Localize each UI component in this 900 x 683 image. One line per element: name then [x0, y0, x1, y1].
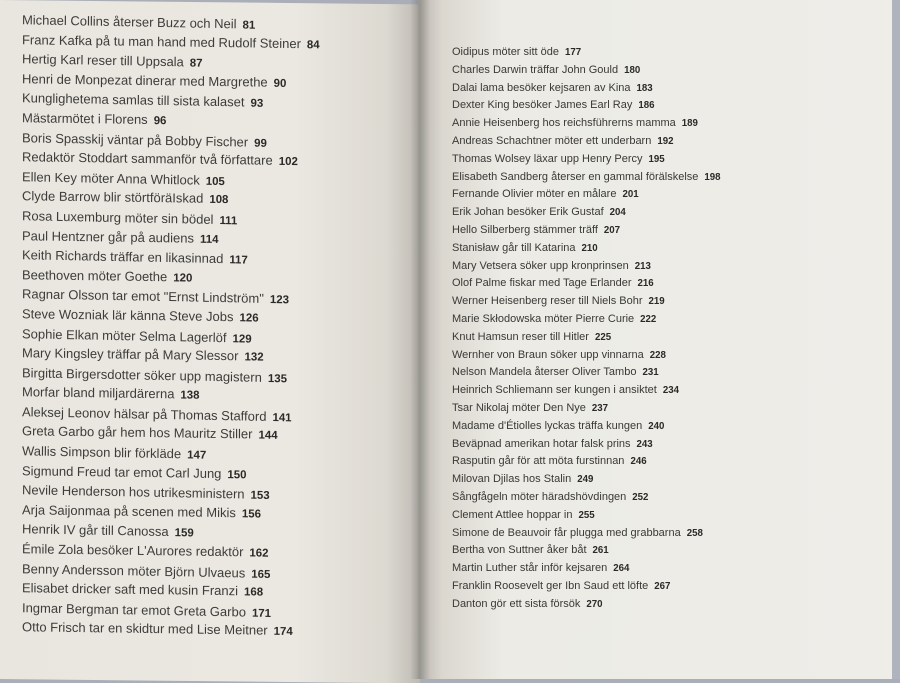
entry-title: Dexter King besöker James Earl Ray — [452, 99, 633, 112]
entry-page-number: 249 — [577, 474, 594, 486]
toc-entry — [452, 275, 721, 293]
entry-page-number: 210 — [581, 242, 598, 254]
entry-page-number: 201 — [622, 189, 639, 201]
entry-title: Marie Skłodowska möter Pierre Curie — [452, 312, 635, 325]
entry-page-number: 102 — [278, 155, 298, 169]
entry-title: Madame d'Étiolles lyckas träffa kungen — [452, 419, 643, 432]
entry-title: Mary Kingsley träffar på Mary Slessor — [21, 345, 239, 364]
toc-entry — [452, 596, 721, 614]
entry-title: Olof Palme fiskar med Tage Erlander — [452, 277, 632, 290]
entry-title: Émile Zola besöker L'Aurores redaktör — [21, 541, 244, 560]
entry-title: Ingmar Bergman tar emot Greta Garbo — [21, 600, 247, 620]
entry-title: Henri de Monpezat dinerar med Margrethe — [21, 71, 268, 90]
entry-page-number: 138 — [180, 389, 200, 402]
entry-page-number: 126 — [239, 312, 259, 325]
toc-entry — [452, 382, 721, 400]
entry-title: Birgitta Birgersdotter söker upp magistern — [21, 364, 262, 385]
entry-title: Hello Silberberg stämmer träff — [452, 223, 598, 236]
entry-page-number: 162 — [249, 547, 269, 560]
entry-title: Heinrich Schliemann ser kungen i ansiktet — [452, 384, 657, 397]
entry-title: Mary Vetsera söker upp kronprinsen — [452, 259, 629, 272]
left-page — [0, 0, 420, 683]
toc-entry — [452, 400, 721, 418]
entry-title: Tsar Nikolaj möter Den Nye — [452, 401, 586, 414]
toc-entry — [452, 204, 721, 222]
entry-title: Paul Hentzner går på audiens — [21, 227, 195, 246]
entry-title: Werner Heisenberg reser till Niels Bohr — [452, 295, 643, 308]
entry-title: Arja Saijonmaa på scenen med Mikis — [21, 502, 236, 521]
toc-entry — [452, 578, 721, 596]
entry-page-number: 144 — [258, 430, 278, 443]
toc-entry — [452, 169, 721, 187]
toc-entry — [452, 44, 721, 62]
entry-page-number: 87 — [189, 57, 203, 70]
toc-entry — [452, 542, 721, 560]
toc-list-right — [452, 44, 721, 614]
entry-page-number: 105 — [205, 175, 225, 188]
entry-title: Andreas Schachtner möter ett underbarn — [452, 134, 652, 147]
entry-title: Michael Collins återser Buzz och Neil — [21, 12, 237, 32]
entry-page-number: 156 — [241, 508, 261, 521]
entry-page-number: 132 — [244, 351, 264, 364]
toc-entry — [452, 489, 721, 507]
entry-title: Sigmund Freud tar emot Carl Jung — [21, 462, 222, 481]
entry-page-number: 183 — [636, 82, 653, 94]
toc-entry — [452, 293, 721, 311]
entry-page-number: 216 — [637, 278, 654, 290]
entry-page-number: 99 — [254, 137, 267, 150]
entry-page-number: 165 — [251, 568, 271, 581]
entry-title: Sophie Elkan möter Selma Lagerlöf — [21, 325, 227, 345]
entry-page-number: 141 — [272, 411, 292, 425]
entry-title: Otto Frisch tar en skidtur med Lise Meitner — [21, 619, 268, 639]
toc-entry — [452, 560, 721, 578]
entry-title: Boris Spasskij väntar på Bobby Fischer — [21, 129, 249, 150]
entry-page-number: 198 — [704, 171, 721, 183]
entry-title: Oidipus möter sitt öde — [452, 46, 559, 58]
entry-page-number: 123 — [269, 294, 290, 307]
entry-title: Erik Johan besöker Erik Gustaf — [452, 206, 604, 219]
entry-title: Stanisław går till Katarina — [452, 241, 576, 254]
entry-page-number: 270 — [586, 598, 603, 610]
toc-entry — [22, 618, 320, 642]
toc-entry — [452, 436, 721, 454]
toc-entry — [452, 222, 721, 240]
entry-title: Elisabeth Sandberg återser en gammal förälskelse — [452, 170, 699, 183]
entry-page-number: 261 — [592, 545, 609, 557]
entry-page-number: 171 — [251, 607, 272, 620]
entry-page-number: 213 — [634, 260, 651, 272]
entry-page-number: 81 — [242, 19, 256, 32]
entry-title: Aleksej Leonov hälsar på Thomas Stafford — [21, 404, 267, 424]
entry-page-number: 243 — [636, 438, 653, 450]
entry-title: Dalai lama besöker kejsaren av Kina — [452, 81, 631, 94]
entry-title: Beethoven möter Goethe — [21, 266, 168, 284]
toc-entry — [452, 186, 721, 204]
toc-entry — [452, 329, 721, 347]
entry-page-number: 237 — [591, 402, 609, 414]
entry-page-number: 117 — [229, 254, 248, 267]
entry-title: Benny Andersson möter Björn Ulvaeus — [21, 560, 246, 581]
entry-page-number: 129 — [232, 332, 252, 346]
entry-page-number: 159 — [174, 527, 194, 540]
entry-page-number: 222 — [640, 313, 657, 325]
entry-page-number: 177 — [565, 47, 582, 58]
toc-entry — [452, 258, 721, 276]
entry-page-number: 84 — [306, 38, 320, 51]
entry-title: Hertig Karl reser till Uppsala — [21, 51, 184, 70]
entry-page-number: 264 — [613, 563, 630, 575]
entry-page-number: 93 — [250, 97, 264, 111]
entry-page-number: 120 — [173, 272, 193, 285]
entry-page-number: 258 — [686, 527, 703, 539]
entry-title: Simone de Beauvoir får plugga med grabbarna — [452, 526, 681, 539]
toc-entry — [452, 453, 721, 471]
entry-page-number: 204 — [609, 207, 626, 219]
entry-title: Nelson Mandela återser Oliver Tambo — [452, 366, 637, 379]
entry-title: Clyde Barrow blir störtföräIskad — [21, 188, 204, 207]
entry-title: Morfar bland miljardärerna — [21, 384, 175, 402]
entry-page-number: 231 — [642, 367, 659, 379]
entry-page-number: 147 — [187, 449, 207, 462]
toc-entry — [452, 133, 721, 151]
entry-page-number: 225 — [594, 331, 612, 343]
entry-page-number: 228 — [649, 349, 666, 361]
toc-entry — [452, 62, 721, 80]
entry-page-number: 219 — [648, 296, 665, 308]
entry-page-number: 114 — [199, 233, 219, 246]
entry-title: Rosa Luxemburg möter sin bödel — [21, 208, 214, 227]
entry-title: Fernande Olivier möter en målare — [452, 188, 617, 201]
toc-entry — [452, 347, 721, 365]
toc-entry — [452, 364, 721, 382]
toc-list-left — [22, 10, 320, 640]
entry-page-number: 111 — [219, 214, 238, 228]
entry-page-number: 186 — [638, 100, 655, 112]
entry-title: Bertha von Suttner åker båt — [452, 544, 587, 557]
toc-entry — [452, 151, 721, 169]
entry-title: Knut Hamsun reser till Hitler — [452, 330, 589, 343]
entry-title: Franz Kafka på tu man hand med Rudolf Steiner — [21, 31, 301, 51]
entry-title: Clement Attlee hoppar in — [452, 508, 573, 521]
toc-entry — [452, 311, 721, 329]
entry-page-number: 246 — [630, 456, 647, 468]
entry-title: Ragnar Olsson tar emot "Ernst Lindström" — [21, 286, 264, 307]
entry-title: Martin Luther står inför kejsaren — [452, 562, 608, 575]
toc-entry — [452, 418, 721, 436]
entry-page-number: 207 — [603, 224, 621, 236]
entry-page-number: 252 — [632, 491, 649, 503]
entry-title: Wallis Simpson blir förkläde — [21, 443, 182, 462]
toc-entry — [452, 471, 721, 489]
entry-page-number: 240 — [648, 420, 665, 432]
entry-page-number: 189 — [681, 118, 698, 130]
toc-entry — [452, 507, 721, 525]
entry-page-number: 90 — [273, 77, 287, 90]
book-gutter — [410, 0, 430, 679]
entry-page-number: 255 — [578, 509, 595, 521]
entry-page-number: 108 — [209, 194, 229, 207]
entry-title: Ellen Key möter Anna Whitlock — [21, 168, 200, 188]
entry-page-number: 153 — [250, 489, 270, 503]
entry-title: Annie Heisenberg hos reichsführerns mamma — [452, 117, 676, 130]
entry-page-number: 168 — [244, 586, 264, 599]
entry-page-number: 234 — [662, 385, 679, 397]
background-edge — [892, 0, 900, 679]
entry-title: Sångfågeln möter häradshövdingen — [452, 490, 627, 503]
entry-title: Henrik IV går till Canossa — [21, 521, 169, 540]
entry-title: Redaktör Stoddart sammanför två författare — [21, 149, 273, 168]
entry-page-number: 135 — [267, 372, 288, 386]
entry-title: Greta Garbo går hem hos Mauritz Stiller — [21, 423, 253, 442]
entry-title: Nevile Henderson hos utrikesministern — [21, 482, 245, 502]
entry-title: Danton gör ett sista försök — [452, 597, 581, 610]
entry-title: Steve Wozniak lär känna Steve Jobs — [21, 306, 234, 325]
entry-title: Milovan Djilas hos Stalin — [452, 473, 572, 486]
toc-entry — [452, 97, 721, 115]
entry-title: Beväpnad amerikan hotar falsk prins — [452, 437, 631, 450]
toc-entry — [452, 525, 721, 543]
entry-title: Thomas Wolsey läxar upp Henry Percy — [452, 152, 643, 165]
entry-title: Franklin Roosevelt ger Ibn Saud ett löfte — [452, 579, 649, 592]
entry-page-number: 192 — [657, 135, 674, 147]
toc-entry — [452, 240, 721, 258]
entry-title: Elisabet dricker saft med kusin Franzi — [21, 580, 239, 599]
entry-page-number: 180 — [624, 64, 641, 76]
entry-title: Kunglighetema samlas till sista kalaset — [21, 90, 245, 110]
entry-page-number: 150 — [227, 468, 247, 482]
entry-title: Wernher von Braun söker upp vinnarna — [452, 348, 644, 361]
entry-title: Keith Richards träffar en likasinnad — [21, 247, 224, 267]
entry-page-number: 267 — [654, 580, 671, 592]
entry-page-number: 96 — [153, 115, 167, 128]
entry-page-number: 195 — [648, 153, 665, 165]
right-page — [418, 0, 892, 679]
entry-title: Mästarmötet i Florens — [21, 110, 148, 127]
entry-title: Charles Darwin träffar John Gould — [452, 63, 619, 76]
toc-entry — [452, 115, 721, 133]
entry-title: Rasputin går för att möta furstinnan — [452, 455, 625, 468]
entry-page-number: 174 — [273, 626, 293, 639]
toc-entry — [452, 80, 721, 98]
